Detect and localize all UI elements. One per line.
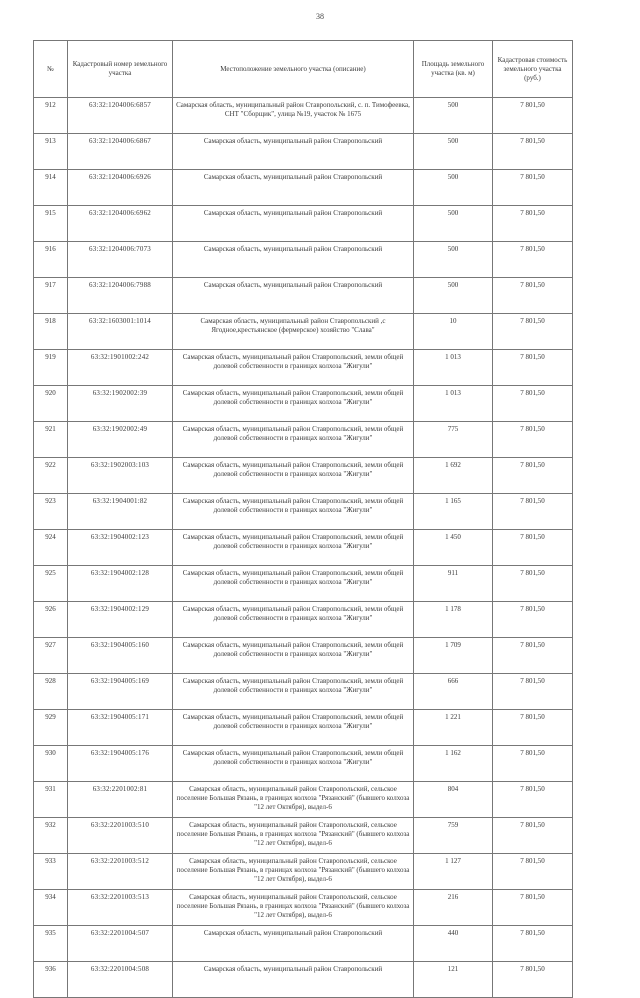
- cell-location: Самарская область, муниципальный район Ставропольский, земли общей долевой собственности в границах колхоза "Жигули": [173, 494, 414, 530]
- cell-location: Самарская область, муниципальный район Ставропольский: [173, 206, 414, 242]
- cell-location: Самарская область, муниципальный район Ставропольский, сельское поселение Большая Рязань, в границах колхоза "Рязанский" (бывшего колхоза "12 лет Октября), выдел-6: [173, 890, 414, 926]
- cell-location: Самарская область, муниципальный район Ставропольский: [173, 134, 414, 170]
- cell-cadastral-value: 7 801,50: [493, 314, 573, 350]
- cell-location: Самарская область, муниципальный район Ставропольский: [173, 170, 414, 206]
- cell-cadastral-value: 7 801,50: [493, 206, 573, 242]
- cell-area: 440: [414, 926, 493, 962]
- table-row: [34, 134, 573, 170]
- cell-cadastral-number: 63:32:1904002:128: [68, 566, 173, 602]
- cell-cadastral-value: 7 801,50: [493, 278, 573, 314]
- cell-number: 916: [34, 242, 68, 278]
- cell-cadastral-number: 63:32:1902002:39: [68, 386, 173, 422]
- cell-location: Самарская область, муниципальный район Ставропольский, земли общей долевой собственности в границах колхоза "Жигули": [173, 458, 414, 494]
- table-body: [34, 98, 573, 998]
- cell-location: Самарская область, муниципальный район Ставропольский: [173, 962, 414, 998]
- cell-cadastral-value: 7 801,50: [493, 350, 573, 386]
- cell-cadastral-number: 63:32:1204006:6926: [68, 170, 173, 206]
- cell-cadastral-number: 63:32:1904005:169: [68, 674, 173, 710]
- cell-area: 500: [414, 206, 493, 242]
- cell-cadastral-number: 63:32:2201004:508: [68, 962, 173, 998]
- cell-cadastral-number: 63:32:1204006:6867: [68, 134, 173, 170]
- cell-area: 216: [414, 890, 493, 926]
- cell-cadastral-number: 63:32:1204006:6962: [68, 206, 173, 242]
- cell-area: 804: [414, 782, 493, 818]
- cell-location: Самарская область, муниципальный район Ставропольский ,с Ягодное,крестьянское (фермерское) хозяйство "Слава": [173, 314, 414, 350]
- cell-cadastral-value: 7 801,50: [493, 710, 573, 746]
- cell-cadastral-value: 7 801,50: [493, 854, 573, 890]
- cell-cadastral-number: 63:32:1904005:160: [68, 638, 173, 674]
- cell-area: 10: [414, 314, 493, 350]
- cell-cadastral-number: 63:32:2201004:507: [68, 926, 173, 962]
- cell-number: 913: [34, 134, 68, 170]
- table-row: [34, 854, 573, 890]
- table-row: [34, 206, 573, 242]
- cell-area: 775: [414, 422, 493, 458]
- table-header-row: [34, 41, 573, 98]
- cell-location: Самарская область, муниципальный район Ставропольский, сельское поселение Большая Рязань, в границах колхоза "Рязанский" (бывшего колхоза "12 лет Октября), выдел-6: [173, 782, 414, 818]
- table-row: [34, 710, 573, 746]
- table-row: [34, 926, 573, 962]
- header-cadastral-value: Кадастровая стоимость земельного участка (руб.): [493, 41, 573, 98]
- cell-location: Самарская область, муниципальный район Ставропольский, земли общей долевой собственности в границах колхоза "Жигули": [173, 530, 414, 566]
- cell-number: 936: [34, 962, 68, 998]
- cell-cadastral-number: 63:32:1904005:176: [68, 746, 173, 782]
- table-row: [34, 818, 573, 854]
- cell-cadastral-value: 7 801,50: [493, 926, 573, 962]
- cell-cadastral-value: 7 801,50: [493, 782, 573, 818]
- cell-number: 918: [34, 314, 68, 350]
- cell-cadastral-number: 63:32:1901002:242: [68, 350, 173, 386]
- table-row: [34, 278, 573, 314]
- table-row: [34, 458, 573, 494]
- cell-area: 1 013: [414, 386, 493, 422]
- cell-cadastral-value: 7 801,50: [493, 962, 573, 998]
- cell-area: 500: [414, 134, 493, 170]
- cell-number: 919: [34, 350, 68, 386]
- cell-cadastral-value: 7 801,50: [493, 566, 573, 602]
- cell-area: 1 709: [414, 638, 493, 674]
- cell-cadastral-number: 63:32:2201003:512: [68, 854, 173, 890]
- cell-location: Самарская область, муниципальный район Ставропольский, земли общей долевой собственности в границах колхоза "Жигули": [173, 710, 414, 746]
- cell-number: 927: [34, 638, 68, 674]
- cell-location: Самарская область, муниципальный район Ставропольский, земли общей долевой собственности в границах колхоза "Жигули": [173, 746, 414, 782]
- cell-area: 500: [414, 98, 493, 134]
- header-number: №: [34, 41, 68, 98]
- table-row: [34, 602, 573, 638]
- cell-area: 1 165: [414, 494, 493, 530]
- cell-area: 1 450: [414, 530, 493, 566]
- cell-cadastral-value: 7 801,50: [493, 602, 573, 638]
- cell-number: 924: [34, 530, 68, 566]
- cell-location: Самарская область, муниципальный район Ставропольский, земли общей долевой собственности в границах колхоза "Жигули": [173, 422, 414, 458]
- cell-area: 1 692: [414, 458, 493, 494]
- cell-number: 915: [34, 206, 68, 242]
- cell-location: Самарская область, муниципальный район Ставропольский, сельское поселение Большая Рязань, в границах колхоза "Рязанский" (бывшего колхоза "12 лет Октября), выдел-6: [173, 818, 414, 854]
- header-location: Местоположение земельного участка (описание): [173, 41, 414, 98]
- cell-number: 935: [34, 926, 68, 962]
- land-plots-table: [33, 40, 573, 998]
- cell-number: 914: [34, 170, 68, 206]
- page-number: 38: [316, 12, 324, 21]
- cell-location: Самарская область, муниципальный район Ставропольский, земли общей долевой собственности в границах колхоза "Жигули": [173, 566, 414, 602]
- cell-number: 926: [34, 602, 68, 638]
- cell-area: 1 013: [414, 350, 493, 386]
- cell-cadastral-value: 7 801,50: [493, 242, 573, 278]
- cell-cadastral-number: 63:32:1902003:103: [68, 458, 173, 494]
- cell-cadastral-value: 7 801,50: [493, 134, 573, 170]
- cell-location: Самарская область, муниципальный район Ставропольский: [173, 926, 414, 962]
- cell-number: 925: [34, 566, 68, 602]
- cell-number: 921: [34, 422, 68, 458]
- cell-cadastral-number: 63:32:2201003:510: [68, 818, 173, 854]
- cell-number: 933: [34, 854, 68, 890]
- cell-area: 1 127: [414, 854, 493, 890]
- table-row: [34, 422, 573, 458]
- cell-number: 930: [34, 746, 68, 782]
- cell-number: 917: [34, 278, 68, 314]
- cell-cadastral-number: 63:32:1904001:82: [68, 494, 173, 530]
- cell-area: 500: [414, 170, 493, 206]
- table-row: [34, 566, 573, 602]
- cell-area: 1 221: [414, 710, 493, 746]
- table-row: [34, 350, 573, 386]
- cell-cadastral-value: 7 801,50: [493, 98, 573, 134]
- table-row: [34, 962, 573, 998]
- table-row: [34, 386, 573, 422]
- cell-cadastral-number: 63:32:1904005:171: [68, 710, 173, 746]
- cell-number: 912: [34, 98, 68, 134]
- cell-number: 922: [34, 458, 68, 494]
- table-row: [34, 890, 573, 926]
- cell-area: 911: [414, 566, 493, 602]
- cell-number: 928: [34, 674, 68, 710]
- cell-cadastral-number: 63:32:1902002:49: [68, 422, 173, 458]
- cell-cadastral-value: 7 801,50: [493, 386, 573, 422]
- cell-number: 932: [34, 818, 68, 854]
- cell-cadastral-number: 63:32:1904002:129: [68, 602, 173, 638]
- cell-location: Самарская область, муниципальный район Ставропольский, земли общей долевой собственности в границах колхоза "Жигули": [173, 638, 414, 674]
- table-row: [34, 314, 573, 350]
- cell-cadastral-number: 63:32:2201003:513: [68, 890, 173, 926]
- cell-area: 666: [414, 674, 493, 710]
- header-cadastral-number: Кадастровый номер земельного участка: [68, 41, 173, 98]
- cell-cadastral-value: 7 801,50: [493, 170, 573, 206]
- table-row: [34, 530, 573, 566]
- table-row: [34, 746, 573, 782]
- table-row: [34, 674, 573, 710]
- cell-number: 934: [34, 890, 68, 926]
- cell-cadastral-number: 63:32:1204006:7988: [68, 278, 173, 314]
- cell-cadastral-number: 63:32:1603001:1014: [68, 314, 173, 350]
- cell-number: 920: [34, 386, 68, 422]
- cell-location: Самарская область, муниципальный район Ставропольский, с. п. Тимофеевка, СНТ "Сборщик", улица №19, участок № 1675: [173, 98, 414, 134]
- cell-location: Самарская область, муниципальный район Ставропольский, земли общей долевой собственности в границах колхоза "Жигули": [173, 386, 414, 422]
- cell-cadastral-number: 63:32:2201002:81: [68, 782, 173, 818]
- cell-cadastral-value: 7 801,50: [493, 746, 573, 782]
- cell-cadastral-number: 63:32:1904002:123: [68, 530, 173, 566]
- cell-area: 121: [414, 962, 493, 998]
- cell-cadastral-value: 7 801,50: [493, 890, 573, 926]
- cell-cadastral-value: 7 801,50: [493, 458, 573, 494]
- cell-cadastral-number: 63:32:1204006:7073: [68, 242, 173, 278]
- cell-cadastral-value: 7 801,50: [493, 530, 573, 566]
- cell-area: 500: [414, 242, 493, 278]
- header-area: Площадь земельного участка (кв. м): [414, 41, 493, 98]
- cell-area: 1 162: [414, 746, 493, 782]
- cell-location: Самарская область, муниципальный район Ставропольский, земли общей долевой собственности в границах колхоза "Жигули": [173, 674, 414, 710]
- cell-location: Самарская область, муниципальный район Ставропольский, сельское поселение Большая Рязань, в границах колхоза "Рязанский" (бывшего колхоза "12 лет Октября), выдел-6: [173, 854, 414, 890]
- cell-number: 923: [34, 494, 68, 530]
- table-row: [34, 170, 573, 206]
- cell-cadastral-value: 7 801,50: [493, 818, 573, 854]
- table-row: [34, 638, 573, 674]
- cell-cadastral-value: 7 801,50: [493, 422, 573, 458]
- cell-cadastral-number: 63:32:1204006:6857: [68, 98, 173, 134]
- cell-location: Самарская область, муниципальный район Ставропольский: [173, 242, 414, 278]
- cell-cadastral-value: 7 801,50: [493, 674, 573, 710]
- cell-number: 931: [34, 782, 68, 818]
- cell-area: 1 178: [414, 602, 493, 638]
- cell-area: 759: [414, 818, 493, 854]
- cell-location: Самарская область, муниципальный район Ставропольский: [173, 278, 414, 314]
- cell-number: 929: [34, 710, 68, 746]
- cell-cadastral-value: 7 801,50: [493, 494, 573, 530]
- cell-location: Самарская область, муниципальный район Ставропольский, земли общей долевой собственности в границах колхоза "Жигули": [173, 350, 414, 386]
- table-row: [34, 782, 573, 818]
- cell-cadastral-value: 7 801,50: [493, 638, 573, 674]
- table-row: [34, 98, 573, 134]
- cell-area: 500: [414, 278, 493, 314]
- table-row: [34, 242, 573, 278]
- cell-location: Самарская область, муниципальный район Ставропольский, земли общей долевой собственности в границах колхоза "Жигули": [173, 602, 414, 638]
- table-row: [34, 494, 573, 530]
